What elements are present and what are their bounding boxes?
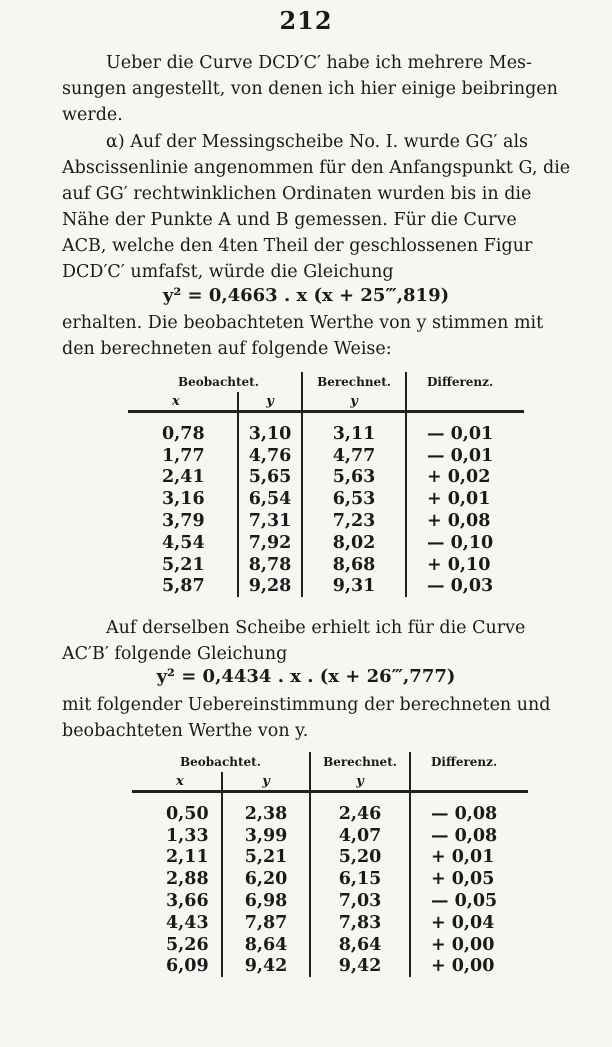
cell-x: 3,66 xyxy=(166,891,209,912)
header-observed: Beobachtet. xyxy=(178,375,259,389)
table-row xyxy=(132,956,528,978)
cell-x: 2,11 xyxy=(166,847,209,868)
cell-x: 5,26 xyxy=(166,934,209,955)
header-y-computed: y xyxy=(302,392,406,412)
cell-x: 5,87 xyxy=(162,576,205,597)
cell-y-observed: 3,10 xyxy=(238,412,302,445)
header-y: y xyxy=(222,772,310,792)
cell-difference: + 0,01 xyxy=(410,847,528,869)
equation-2: y² = 0,4434 . x . (x + 26‴,777) xyxy=(156,666,456,687)
cell-x: 4,43 xyxy=(166,912,209,933)
cell-y-observed: 9,28 xyxy=(238,576,302,598)
cell-x: 1,33 xyxy=(166,825,209,846)
cell-y-computed: 2,46 xyxy=(310,792,410,825)
text-line: auf GG′ rechtwinklichen Ordinaten wurden bis in die xyxy=(62,184,532,204)
header-y-computed: y xyxy=(310,772,410,792)
cell-y-observed: 6,20 xyxy=(222,868,310,890)
cell-y-computed: 7,03 xyxy=(310,890,410,912)
cell-difference: + 0,00 xyxy=(410,956,528,978)
cell-y-computed: 8,68 xyxy=(302,554,406,576)
paragraph-results-2 xyxy=(62,692,584,744)
cell-y-observed: 7,31 xyxy=(238,510,302,532)
text-line: Nähe der Punkte A und B gemessen. Für die Curve xyxy=(62,210,517,230)
cell-difference: + 0,00 xyxy=(410,934,528,956)
table-1-body xyxy=(128,412,524,598)
cell-y-computed: 7,23 xyxy=(302,510,406,532)
cell-difference: + 0,01 xyxy=(406,488,524,510)
text-line: sungen angestellt, von denen ich hier einige beibringen xyxy=(62,79,558,99)
cell-y-observed: 7,92 xyxy=(238,532,302,554)
equation-1: y² = 0,4663 . x (x + 25‴,819) xyxy=(162,285,450,306)
page-number: 212 xyxy=(279,6,333,35)
header-blank xyxy=(406,392,524,412)
text-line: AC′B′ folgende Gleichung xyxy=(62,644,288,664)
cell-x: 6,09 xyxy=(166,956,209,977)
text-line: Auf derselben Scheibe erhielt ich für die Curve xyxy=(106,618,526,638)
cell-difference: + 0,05 xyxy=(410,868,528,890)
text-line: α) Auf der Messingscheibe No. I. wurde GG′ als xyxy=(106,132,529,152)
header-observed: Beobachtet. xyxy=(180,755,261,769)
table-row xyxy=(128,445,524,467)
cell-difference: — 0,08 xyxy=(410,792,528,825)
cell-x: 2,88 xyxy=(166,869,209,890)
cell-x: 2,41 xyxy=(162,467,205,488)
cell-difference: — 0,01 xyxy=(406,412,524,445)
paragraph-second-curve xyxy=(62,615,584,667)
cell-y-computed: 6,53 xyxy=(302,488,406,510)
cell-y-observed: 8,78 xyxy=(238,554,302,576)
cell-difference: + 0,04 xyxy=(410,912,528,934)
cell-y-observed: 9,42 xyxy=(222,956,310,978)
table-row xyxy=(132,934,528,956)
table-row xyxy=(128,532,524,554)
paragraph-results-1 xyxy=(62,310,584,362)
cell-y-observed: 6,98 xyxy=(222,890,310,912)
cell-x: 3,79 xyxy=(162,511,205,532)
cell-y-computed: 4,77 xyxy=(302,445,406,467)
cell-x: 0,78 xyxy=(162,423,205,444)
cell-x: 0,50 xyxy=(166,803,209,824)
text-line: den berechneten auf folgende Weise: xyxy=(62,339,392,359)
header-blank xyxy=(410,772,528,792)
table-row xyxy=(128,576,524,598)
header-difference: Differenz. xyxy=(410,752,528,772)
table-row xyxy=(128,554,524,576)
table-2-body xyxy=(132,792,528,978)
paragraph-intro xyxy=(62,50,584,128)
cell-difference: + 0,02 xyxy=(406,467,524,489)
table-row xyxy=(132,847,528,869)
cell-difference: — 0,05 xyxy=(410,890,528,912)
cell-y-computed: 7,83 xyxy=(310,912,410,934)
cell-x: 1,77 xyxy=(162,445,205,466)
cell-y-observed: 5,65 xyxy=(238,467,302,489)
header-computed: Berechnet. xyxy=(310,752,410,772)
text-line: DCD′C′ umfafst, würde die Gleichung xyxy=(62,262,394,282)
cell-y-observed: 8,64 xyxy=(222,934,310,956)
cell-difference: + 0,10 xyxy=(406,554,524,576)
text-line: Abscissenlinie angenommen für den Anfangspunkt G, die xyxy=(62,158,571,178)
cell-y-observed: 4,76 xyxy=(238,445,302,467)
cell-difference: — 0,08 xyxy=(410,825,528,847)
cell-x: 5,21 xyxy=(162,554,205,575)
header-x: x xyxy=(172,393,180,409)
cell-y-observed: 3,99 xyxy=(222,825,310,847)
text-line: erhalten. Die beobachteten Werthe von y stimmen mit xyxy=(62,313,544,333)
text-line: Ueber die Curve DCD′C′ habe ich mehrere Mes- xyxy=(106,53,532,73)
cell-difference: + 0,08 xyxy=(406,510,524,532)
cell-y-computed: 8,02 xyxy=(302,532,406,554)
table-row xyxy=(132,912,528,934)
text-line: mit folgender Uebereinstimmung der berechneten und xyxy=(62,695,551,715)
header-x: x xyxy=(176,773,184,789)
data-table-1 xyxy=(128,372,524,597)
cell-y-computed: 5,20 xyxy=(310,847,410,869)
cell-y-computed: 4,07 xyxy=(310,825,410,847)
table-row xyxy=(132,868,528,890)
cell-y-computed: 9,42 xyxy=(310,956,410,978)
table-row xyxy=(132,890,528,912)
cell-y-observed: 6,54 xyxy=(238,488,302,510)
cell-y-computed: 6,15 xyxy=(310,868,410,890)
table-row xyxy=(128,510,524,532)
cell-y-observed: 5,21 xyxy=(222,847,310,869)
text-line: ACB, welche den 4ten Theil der geschlossenen Figur xyxy=(62,236,533,256)
cell-x: 3,16 xyxy=(162,489,205,510)
cell-y-observed: 7,87 xyxy=(222,912,310,934)
table-row xyxy=(132,825,528,847)
cell-difference: — 0,03 xyxy=(406,576,524,598)
cell-y-computed: 9,31 xyxy=(302,576,406,598)
cell-difference: — 0,10 xyxy=(406,532,524,554)
paragraph-alpha xyxy=(62,129,584,285)
table-row xyxy=(128,412,524,445)
table-row xyxy=(128,467,524,489)
data-table-2 xyxy=(132,752,528,977)
text-line: beobachteten Werthe von y. xyxy=(62,721,309,741)
header-difference: Differenz. xyxy=(406,372,524,392)
table-row xyxy=(128,488,524,510)
table-row xyxy=(132,792,528,825)
text-line: werde. xyxy=(62,105,123,125)
cell-x: 4,54 xyxy=(162,532,205,553)
cell-y-observed: 2,38 xyxy=(222,792,310,825)
cell-difference: — 0,01 xyxy=(406,445,524,467)
cell-y-computed: 5,63 xyxy=(302,467,406,489)
header-y: y xyxy=(238,392,302,412)
header-computed: Berechnet. xyxy=(302,372,406,392)
cell-y-computed: 8,64 xyxy=(310,934,410,956)
cell-y-computed: 3,11 xyxy=(302,412,406,445)
